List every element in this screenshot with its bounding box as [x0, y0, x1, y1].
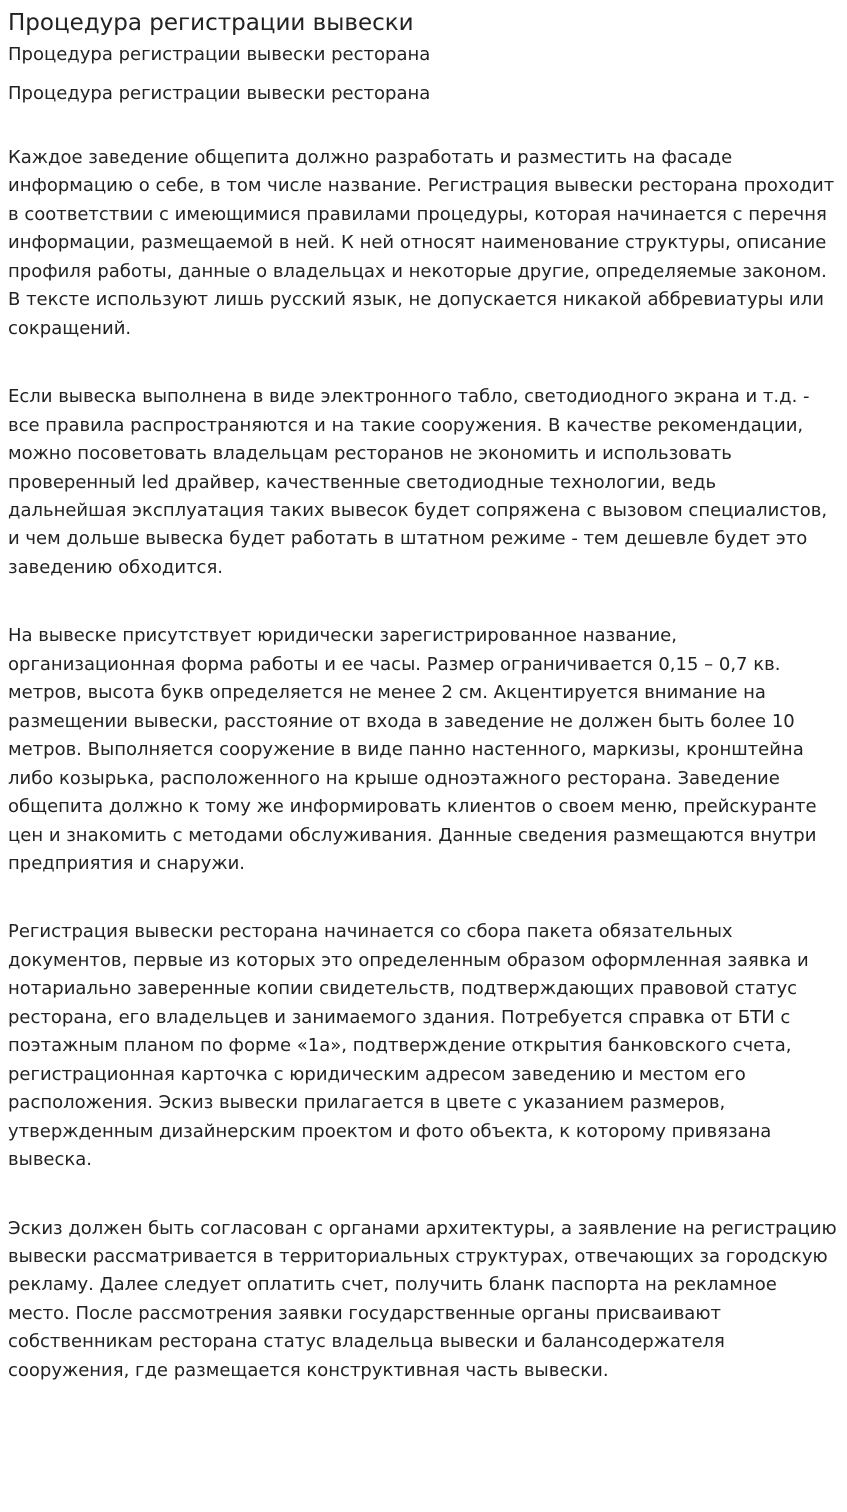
paragraph-electronic-signs: Если вывеска выполнена в виде электронного табло, светодиодного экрана и т.д. - все правила распространяются и на такие сооружения. В качестве рекомендации, можно посоветовать владельцам ресторанов не экономить и использовать проверенный led драйвер, качественные светодиодные технологии, ведь дальнейшая эксплуатация таких вывесок будет сопряжена с вызовом специалистов, и чем дольше вывеска будет работать в штатном режиме - тем дешевле будет это заведению обходится.	[8, 386, 828, 578]
paragraph-approval-process: Эскиз должен быть согласован с органами архитектуры, а заявление на регистрацию вывески рассматривается в территориальных структурах, отвечающих за городскую рекламу. Далее следует оплатить счет, получить бланк паспорта на рекламное место. После рассмотрения заявки государственные органы присваивают собственникам ресторана статус владельца вывески и балансодержателя сооружения, где размещается конструктивная часть вывески.	[8, 1217, 837, 1381]
paragraph-required-documents: Регистрация вывески ресторана начинается со сбора пакета обязательных документов, первые из которых это определенным образом оформленная заявка и нотариально заверенные копии свидетельств, подтверждающих правовой статус ресторана, его владельцев и занимаемого здания. Потребуется справка от БТИ с поэтажным планом по форме «1а», подтверждение открытия банковского счета, регистрационная карточка с юридическим адресом заведению и местом его расположения. Эскиз вывески прилагается в цвете с указанием размеров, утвержденным дизайнерским проектом и фото объекта, к которому привязана вывеска.	[8, 921, 809, 1171]
article-lead: Процедура регистрации вывески ресторана	[8, 83, 431, 104]
paragraph-sign-requirements: На вывеске присутствует юридически зарегистрированное название, организационная форма работы и ее часы. Размер ограничивается 0,15 – 0,7 кв. метров, высота букв определяется не менее 2 см. Акцентируется внимание на размещении вывески, расстояние от входа в заведение не должен быть более 10 метров. Выполняется сооружение в виде панно настенного, маркизы, кронштейна либо козырька, расположенного на крыше одноэтажного ресторана. Заведение общепита должно к тому же информировать клиентов о своем меню, прейскуранте цен и знакомить с методами обслуживания. Данные сведения размещаются внутри предприятия и снаружи.	[8, 625, 817, 874]
article-subtitle: Процедура регистрации вывески ресторана	[8, 44, 431, 65]
paragraph-signage-content: Каждое заведение общепита должно разработать и разместить на фасаде информацию о себе, в том числе название. Регистрация вывески ресторана проходит в соответствии с имеющимися правилами процедуры, которая начинается с перечня информации, размещаемой в ней. К ней относят наименование структуры, описание профиля работы, данные о владельцах и некоторые другие, определяемые законом. В тексте используют лишь русский язык, не допускается никакой аббревиатуры или сокращений.	[8, 147, 835, 339]
article-body	[8, 144, 839, 1385]
page-title: Процедура регистрации вывески	[8, 10, 414, 36]
